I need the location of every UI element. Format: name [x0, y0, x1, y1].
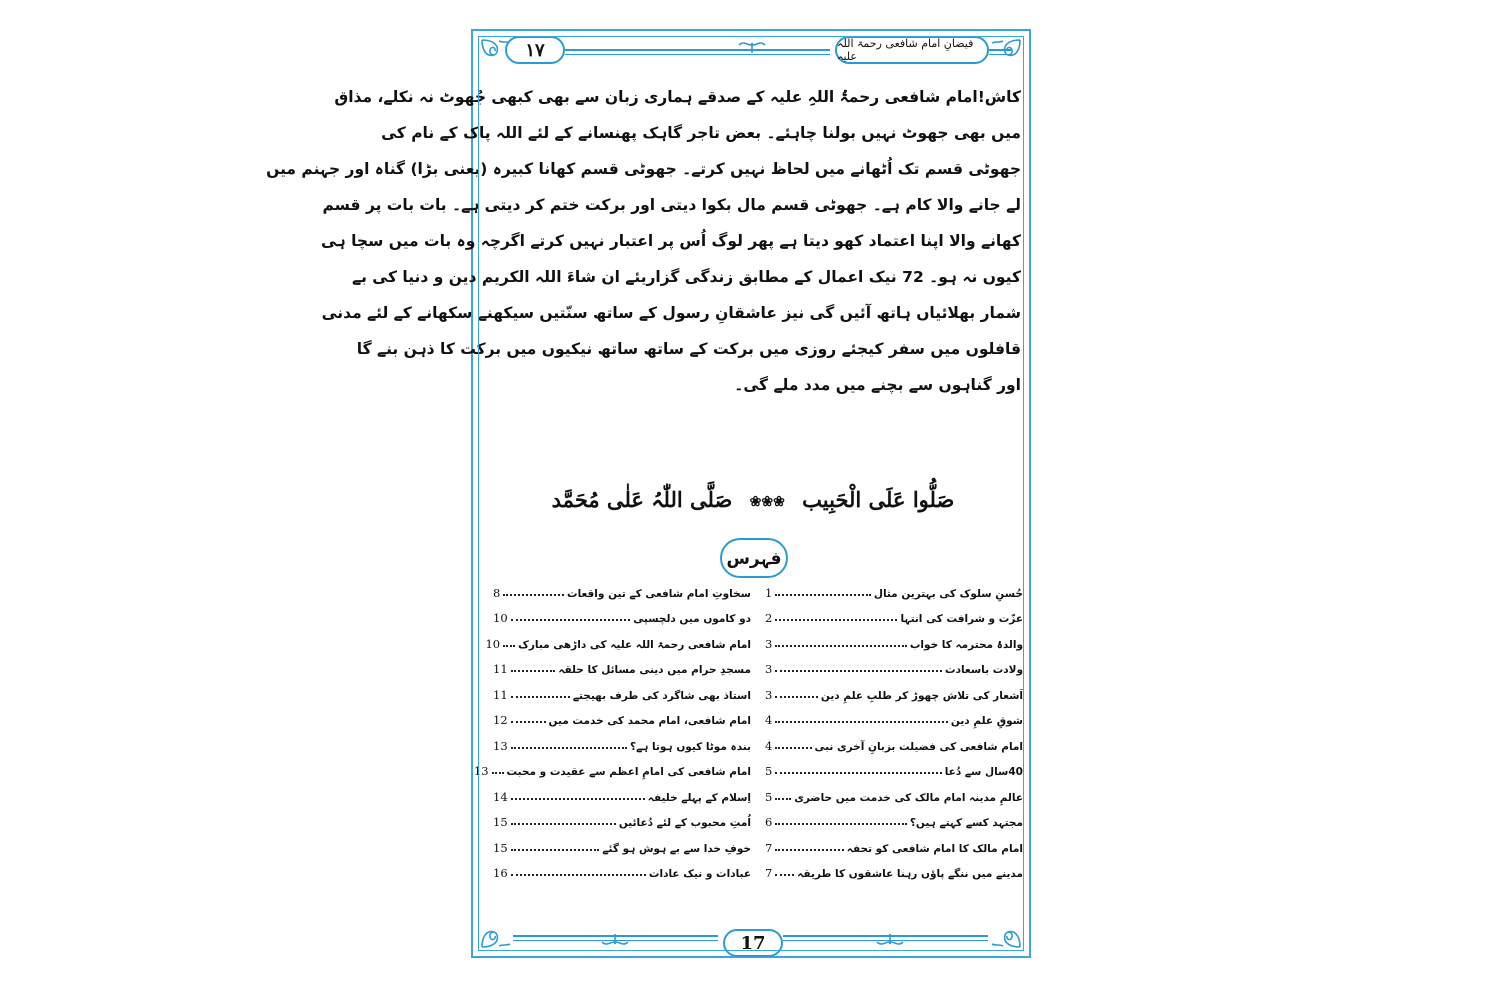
toc-entry-title: مجتہد کسے کہتے ہیں؟ — [909, 817, 1023, 829]
body-line: کیوں نہ ہو۔ 72 نیک اعمال کے مطابق زندگی گزاریئے ان شاءَ اللہ الکریم دین و دنیا کی بے — [352, 268, 1021, 286]
toc-entry-title: سخاوتِ امام شافعی کے تین واقعات — [567, 587, 751, 600]
toc-leader-dots — [775, 645, 907, 647]
toc-entry — [493, 651, 751, 677]
toc-entry-title: امام شافعی کی فضیلت بزبانِ آخری نبی — [814, 740, 1023, 753]
toc-entry-page: 7 — [765, 840, 773, 855]
flourish-ornament-bottom-right-mid — [873, 916, 907, 950]
toc-entry-page: 3 — [765, 636, 773, 651]
body-line: کھانے والا اپنا اعتماد کھو دیتا ہے پھر لوگ اُس پر اعتبار نہیں کرتے اگرچہ وہ بات میں سچا ہی — [320, 232, 1021, 250]
toc-entry-title: امام شافعی رحمۃ اللہ علیہ کی داڑھی مبارک — [518, 638, 751, 651]
toc-entry-page: 10 — [485, 636, 501, 651]
toc-entry — [765, 676, 1023, 702]
toc-leader-dots — [775, 696, 818, 698]
toc-entry-title: شوقِ علمِ دین — [950, 715, 1023, 727]
toc-entry-page: 6 — [765, 815, 773, 829]
toc-leader-dots — [511, 874, 646, 876]
body-line: جھوٹی قسم تک اُٹھانے میں لحاظ نہیں کرتے۔ جھوٹی قسم کھانا کبیرہ (یعنی بڑا) گناہ اور جہنم میں — [266, 160, 1021, 178]
toc-entry — [765, 651, 1023, 677]
toc-leader-dots — [775, 594, 871, 596]
book-page — [266, 29, 1031, 958]
toc-entry-page: 4 — [765, 738, 773, 753]
toc-leader-dots — [775, 798, 791, 800]
toc-entry-title: عزّت و شرافت کی انتہا — [900, 613, 1023, 625]
toc-entry-title: عبادات و نیک عادات — [648, 868, 751, 880]
flourish-ornament-bottom-left — [479, 916, 513, 950]
toc-entry-page: 10 — [493, 611, 508, 625]
toc-entry — [765, 625, 1023, 651]
toc-leader-dots — [511, 670, 556, 672]
toc-column-left — [473, 574, 751, 880]
toc-entry-title: اُمتِ محبوب کے لئے دُعائیں — [618, 817, 751, 829]
toc-entry-page: 4 — [765, 713, 773, 727]
footer-rule-left — [513, 935, 718, 937]
toc-entry-title: دو کاموں میں دلچسپی — [633, 613, 751, 625]
toc-entry — [493, 778, 751, 804]
toc-entry — [493, 676, 751, 702]
toc-leader-dots — [775, 874, 794, 876]
index-heading: فہرس — [720, 538, 788, 578]
toc-leader-dots — [775, 721, 948, 723]
salawat-call: صَلُّوا عَلَی الْحَبِیب — [802, 487, 955, 512]
toc-entry-title: مسجدِ حرام میں دینی مسائل کا حلقہ — [558, 664, 751, 676]
toc-leader-dots — [511, 696, 570, 698]
toc-column-right — [765, 574, 1023, 880]
toc-entry-title: بندہ موٹا کیوں ہوتا ہے؟ — [630, 740, 751, 753]
toc-entry-page: 8 — [493, 585, 501, 600]
toc-entry — [493, 829, 751, 855]
toc-entry — [473, 753, 751, 779]
toc-entry-page: 3 — [765, 662, 773, 676]
body-line: کاش!امام شافعی رحمۃُ اللہِ علیہ کے صدقے ہماری زبان سے بھی کبھی جُھوٹ نہ نکلے، مذاق — [334, 88, 1021, 106]
body-paragraph — [266, 79, 1025, 403]
toc-entry-title: ولادت باسعادت — [945, 664, 1023, 676]
toc-entry-title: امام شافعی، امام محمد کی خدمت میں — [548, 715, 751, 727]
toc-entry-title: خوفِ خدا سے بے ہوش ہو گئے — [602, 842, 751, 855]
body-line: اور گناہوں سے بچنے میں مدد ملے گی۔ — [734, 376, 1021, 394]
toc-leader-dots — [511, 721, 546, 723]
toc-entry-title: امام مالک کا امام شافعی کو تحفہ — [846, 842, 1023, 855]
running-head-title: فیضانِ امام شافعی رحمۃ اللہ علیہ — [835, 36, 989, 64]
toc-leader-dots — [775, 823, 907, 825]
toc-entry-page: 3 — [765, 687, 773, 702]
toc-entry-title: امام شافعی کی امامِ اعظم سے عقیدت و محبت — [506, 766, 751, 778]
flourish-ornament-bottom-left-mid — [598, 916, 632, 950]
toc-entry-page: 13 — [493, 738, 508, 753]
toc-entry-page: 13 — [473, 764, 489, 778]
toc-entry-page: 11 — [493, 687, 508, 702]
footer-rule-right — [783, 935, 988, 937]
toc-entry — [765, 829, 1023, 855]
toc-entry-title: والدۂ محترمہ کا خواب — [909, 638, 1023, 651]
body-line: میں بھی جھوٹ نہیں بولنا چاہئے۔ بعض تاجر گاہک پھنسانے کے لئے اللہ پاک کے نام کی — [381, 124, 1021, 142]
toc-entry — [765, 804, 1023, 830]
toc-entry-title: 40سال سے دُعا — [944, 766, 1023, 778]
toc-leader-dots — [511, 798, 645, 800]
toc-entry — [765, 727, 1023, 753]
header-page-number: ۱۷ — [505, 36, 565, 64]
toc-entry — [493, 855, 751, 881]
body-line: لے جانے والا کام ہے۔ جھوٹی قسم مال بکوا دیتی اور برکت ختم کر دیتی ہے۔ بات بات پر قسم — [322, 196, 1021, 214]
toc-entry-title: حُسنِ سلوک کی بہترین مثال — [873, 587, 1023, 600]
toc-entry-title: اِسلام کے پہلے خلیفہ — [647, 791, 751, 804]
toc-entry-page: 12 — [493, 713, 508, 727]
flourish-ornament-bottom-right — [989, 916, 1023, 950]
salawat-line — [533, 487, 973, 512]
toc-entry — [493, 600, 751, 626]
toc-leader-dots — [775, 772, 941, 774]
toc-entry — [765, 702, 1023, 728]
toc-leader-dots — [511, 747, 627, 749]
toc-entry-title: استاذ بھی شاگرد کی طرف بھیجتے — [572, 689, 751, 702]
flower-ornament-icon: ❀❀❀ — [749, 493, 785, 510]
toc-leader-dots — [775, 747, 811, 749]
toc-entry — [485, 625, 751, 651]
toc-entry-page: 1 — [765, 585, 773, 600]
toc-leader-dots — [492, 772, 504, 774]
toc-entry-title: عالمِ مدینہ امام مالک کی خدمت میں حاضری — [794, 791, 1023, 804]
toc-entry — [493, 727, 751, 753]
toc-entry-page: 7 — [765, 866, 773, 880]
toc-entry — [765, 753, 1023, 779]
toc-entry-page: 11 — [493, 662, 508, 676]
header-rule-left — [565, 49, 830, 51]
toc-leader-dots — [503, 645, 515, 647]
toc-entry — [765, 600, 1023, 626]
toc-entry-page: 16 — [493, 866, 508, 880]
toc-entry-title: اَشعار کی تلاش چھوڑ کر طلبِ علمِ دین — [820, 689, 1023, 702]
toc-entry-page: 2 — [765, 611, 773, 625]
toc-leader-dots — [511, 849, 600, 851]
header-rule-right — [989, 49, 1011, 51]
toc-leader-dots — [511, 619, 631, 621]
toc-entry-title: مدینے میں ننگے پاؤں رہنا عاشقوں کا طریقہ — [797, 868, 1023, 880]
toc-entry — [493, 574, 751, 600]
toc-leader-dots — [775, 670, 942, 672]
toc-entry — [765, 778, 1023, 804]
toc-leader-dots — [775, 849, 843, 851]
footer-page-number: 17 — [723, 929, 783, 957]
toc-entry — [765, 855, 1023, 881]
toc-entry — [765, 574, 1023, 600]
body-line: شمار بھلائیاں ہاتھ آئیں گی نیز عاشقانِ رسول کے ساتھ سنّتیں سیکھنے سکھانے کے لئے مدنی — [321, 304, 1021, 322]
salawat-response: صَلَّی اللّٰہُ عَلٰی مُحَمَّد — [551, 487, 733, 512]
body-line: قافلوں میں سفر کیجئے روزی میں برکت کے ساتھ ساتھ نیکیوں میں برکت کا ذہن بنے گا — [356, 340, 1021, 358]
toc-entry — [493, 804, 751, 830]
toc-leader-dots — [511, 823, 616, 825]
toc-leader-dots — [775, 619, 897, 621]
toc-entry — [493, 702, 751, 728]
toc-leader-dots — [503, 594, 564, 596]
toc-entry-page: 5 — [765, 789, 773, 804]
toc-entry-page: 5 — [765, 764, 773, 778]
toc-entry-page: 14 — [493, 789, 508, 804]
toc-entry-page: 15 — [493, 840, 508, 855]
toc-entry-page: 15 — [493, 815, 508, 829]
